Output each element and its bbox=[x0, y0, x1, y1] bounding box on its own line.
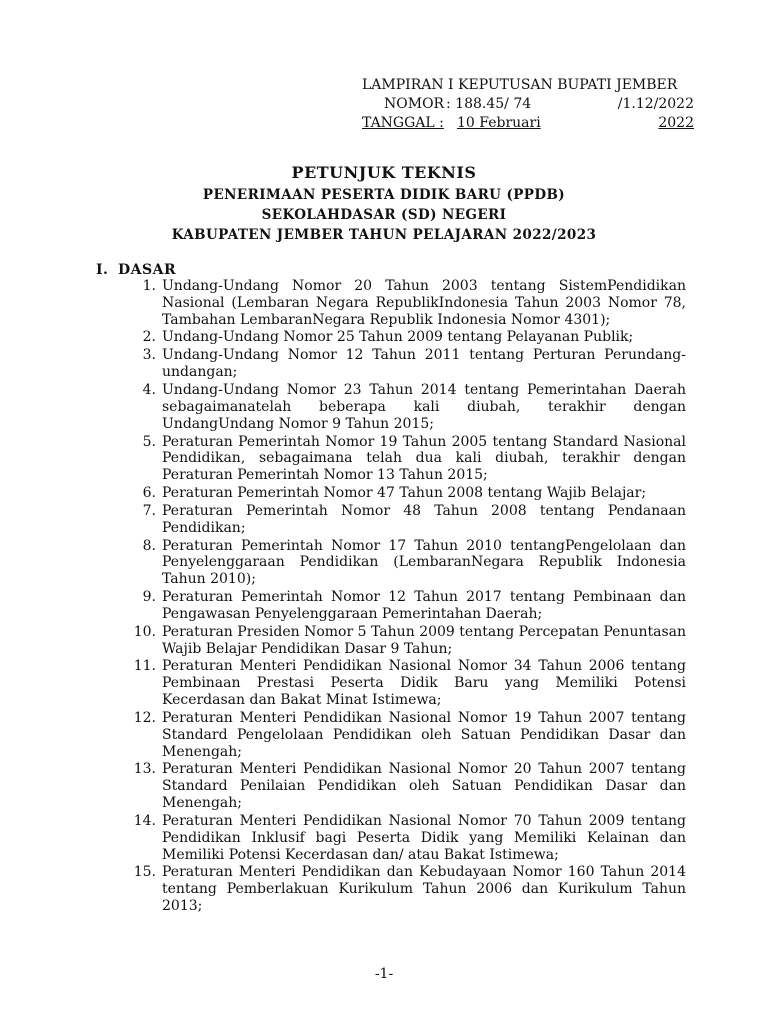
list-item bbox=[124, 434, 686, 484]
list-item bbox=[124, 347, 686, 381]
list-item-text: Peraturan Pemerintah Nomor 47 Tahun 2008 tentang Wajib Belajar; bbox=[162, 485, 647, 502]
list-item bbox=[124, 658, 686, 708]
list-item-number: 9. bbox=[142, 589, 156, 606]
list-item bbox=[124, 864, 686, 914]
list-item-number: 6. bbox=[142, 485, 156, 502]
list-item-number: 15. bbox=[133, 864, 156, 881]
page-number: -1- bbox=[374, 966, 394, 982]
decree-number-value: : 188.45/ 74 bbox=[446, 96, 532, 112]
list-item-number: 2. bbox=[142, 329, 156, 346]
list-item-text: Peraturan Pemerintah Nomor 12 Tahun 2017 tentang Pembinaan dan Pengawasan Penyelenggaraan Pemerintahan Daerah; bbox=[162, 589, 686, 622]
list-item-text: Peraturan Pemerintah Nomor 19 Tahun 2005 tentang Standard Nasional Pendidikan, sebagaimana telah dua kali diubah, terakhir dengan Peraturan Pemerintah Nomor 13 Tahun 2015; bbox=[162, 433, 686, 484]
list-item-number: 7. bbox=[142, 502, 156, 519]
list-item-number: 8. bbox=[142, 537, 156, 554]
list-item bbox=[124, 813, 686, 863]
list-item bbox=[124, 538, 686, 588]
document-subtitle-2: SEKOLAHDASAR (SD) NEGERI bbox=[261, 207, 507, 223]
list-item-text: Undang-Undang Nomor 20 Tahun 2003 tentang SistemPendidikan Nasional (Lembaran Negara RepublikIndonesia Tahun 2003 Nomor 78, Tambahan LembaranNegara Republik Indonesia Nomor 4301); bbox=[162, 278, 686, 328]
decree-date-label: TANGGAL : bbox=[362, 115, 444, 131]
decree-number-suffix: /1.12/2022 bbox=[617, 96, 694, 112]
list-item bbox=[124, 761, 686, 811]
decree-date-day-month: 10 Februari bbox=[457, 115, 541, 131]
list-item bbox=[124, 485, 686, 502]
list-item-text: Undang-Undang Nomor 12 Tahun 2011 tentang Perturan Perundang-undangan; bbox=[162, 347, 686, 381]
document-title-block bbox=[80, 162, 688, 245]
section-title: DASAR bbox=[118, 262, 177, 278]
list-item bbox=[124, 710, 686, 760]
decree-date-row bbox=[362, 114, 694, 133]
list-item-number: 3. bbox=[142, 347, 156, 364]
document-title: PETUNJUK TEKNIS bbox=[291, 163, 477, 182]
document-subtitle-3: KABUPATEN JEMBER TAHUN PELAJARAN 2022/2023 bbox=[171, 227, 597, 243]
list-item-text: Peraturan Presiden Nomor 5 Tahun 2009 tentang Percepatan Penuntasan Wajib Belajar Pendidikan Dasar 9 Tahun; bbox=[162, 623, 686, 657]
list-item bbox=[124, 329, 686, 346]
list-item-number: 5. bbox=[142, 433, 156, 450]
list-item-text: Peraturan Pemerintah Nomor 48 Tahun 2008 tentang Pendanaan Pendidikan; bbox=[162, 502, 686, 536]
legal-basis-list bbox=[124, 278, 686, 916]
list-item-number: 10. bbox=[133, 623, 156, 640]
list-item bbox=[124, 589, 686, 623]
list-item-text: Peraturan Menteri Pendidikan Nasional Nomor 70 Tahun 2009 tentang Pendidikan Inklusif bagi Peserta Didik yang Memiliki Kelainan dan Memiliki Potensi Kecerdasan dan/ atau Bakat Istimewa; bbox=[162, 812, 686, 863]
decree-number-label: NOMOR bbox=[384, 96, 445, 112]
list-item-text: Peraturan Pemerintah Nomor 17 Tahun 2010 tentangPengelolaan dan Penyelenggaraan Pendidikan (LembaranNegara Republik Indonesia Tahun 2010); bbox=[162, 537, 686, 588]
list-item-number: 14. bbox=[133, 812, 156, 829]
list-item bbox=[124, 624, 686, 658]
list-item-text: Undang-Undang Nomor 25 Tahun 2009 tentang Pelayanan Publik; bbox=[162, 329, 634, 346]
list-item-text: Peraturan Menteri Pendidikan Nasional Nomor 34 Tahun 2006 tentang Pembinaan Prestasi Peserta Didik Baru yang Memiliki Potensi Kecerdasan dan Bakat Minat Istimewa; bbox=[162, 658, 686, 709]
list-item-text: Peraturan Menteri Pendidikan Nasional Nomor 20 Tahun 2007 tentang Standard Penilaian Pendidikan oleh Satuan Pendidikan Dasar dan Menengah; bbox=[162, 761, 686, 812]
list-item-number: 4. bbox=[142, 382, 156, 399]
list-item bbox=[124, 503, 686, 537]
list-item bbox=[124, 382, 686, 432]
document-subtitle-1: PENERIMAAN PESERTA DIDIK BARU (PPDB) bbox=[202, 187, 566, 203]
list-item-text: Peraturan Menteri Pendidikan dan Kebudayaan Nomor 160 Tahun 2014 tentang Pemberlakuan Kurikulum Tahun 2006 dan Kurikulum Tahun 2013; bbox=[162, 864, 686, 914]
decree-date-year: 2022 bbox=[658, 115, 694, 131]
attachment-title: LAMPIRAN I KEPUTUSAN BUPATI JEMBER bbox=[362, 77, 678, 93]
section-number: I. bbox=[96, 262, 109, 278]
list-item-number: 11. bbox=[133, 658, 156, 675]
list-item-number: 12. bbox=[133, 709, 156, 726]
list-item-number: 13. bbox=[133, 761, 156, 778]
list-item-text: Undang-Undang Nomor 23 Tahun 2014 tentang Pemerintahan Daerah sebagaimanatelah beberapa kali diubah, terakhir dengan UndangUndang Nomor 9 Tahun 2015; bbox=[162, 382, 686, 432]
section-heading bbox=[96, 260, 176, 280]
list-item-number: 1. bbox=[142, 278, 156, 294]
list-item-text: Peraturan Menteri Pendidikan Nasional Nomor 19 Tahun 2007 tentang Standard Pengelolaan Pendidikan oleh Satuan Pendidikan Dasar dan Menengah; bbox=[162, 709, 686, 760]
attachment-header bbox=[362, 76, 694, 133]
list-item bbox=[124, 278, 686, 328]
decree-number-row bbox=[362, 95, 694, 114]
